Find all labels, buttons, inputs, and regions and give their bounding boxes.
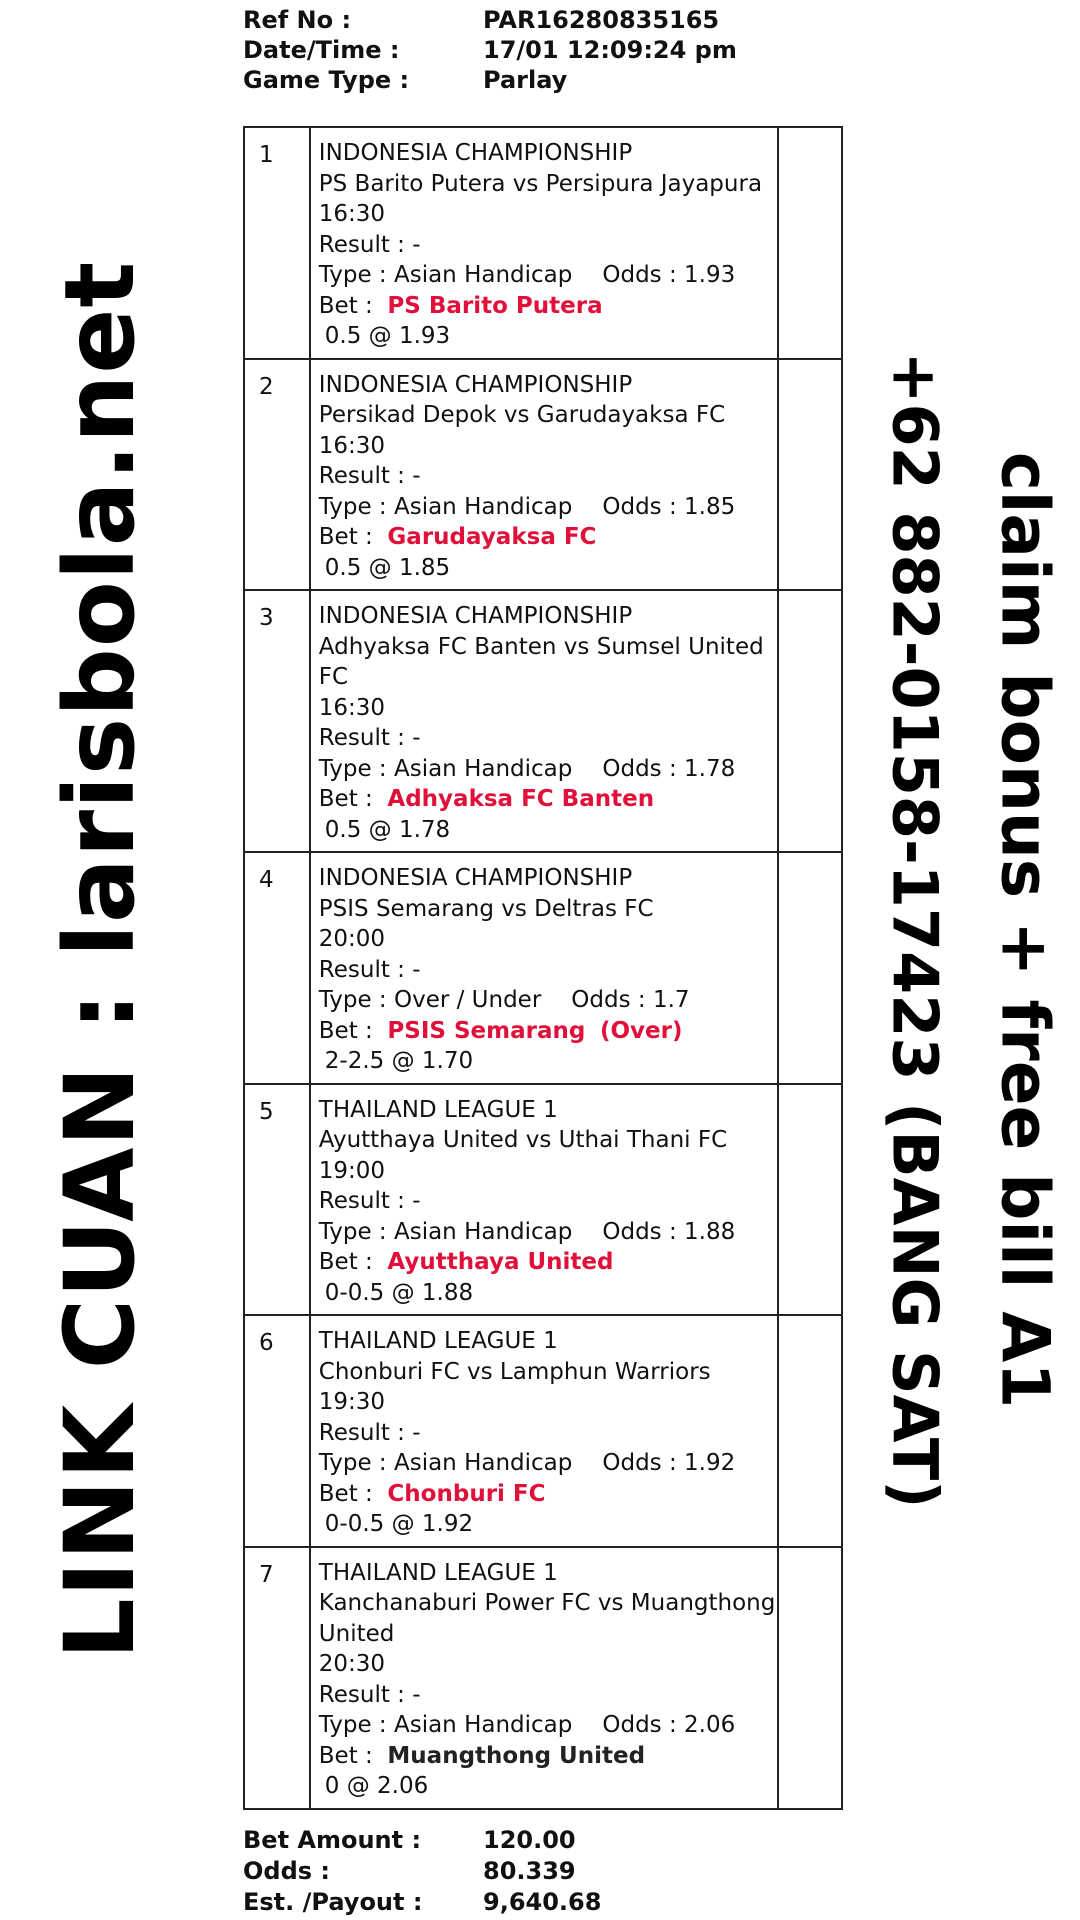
left-promo-text: LINK CUAN : larisbola.net — [44, 260, 156, 1660]
bet-result: Result : - — [318, 725, 421, 751]
bet-row — [244, 359, 842, 591]
bet-row — [244, 1315, 842, 1547]
bet-handicap: 2-2.5 @ 1.70 — [324, 1048, 474, 1074]
bet-pick: Chonburi FC — [387, 1480, 546, 1507]
bet-amount-row — [243, 1826, 843, 1857]
bet-match: Persikad Depok vs Garudayaksa FC — [318, 402, 726, 428]
bet-detail — [310, 1084, 779, 1316]
bet-receipt — [243, 0, 843, 1916]
bet-result: Result : - — [318, 1419, 421, 1446]
bet-label: Bet : — [318, 786, 373, 812]
bet-match: Kanchanaburi Power FC vs Muangthong United — [318, 1590, 776, 1647]
bet-pick-line — [319, 1479, 778, 1510]
bet-status-cell — [778, 852, 842, 1084]
bet-pick: Muangthong United — [387, 1742, 646, 1769]
bet-detail — [310, 590, 779, 852]
bet-pick-line — [319, 291, 778, 322]
bet-row — [244, 1084, 842, 1316]
bet-number: 6 — [244, 1315, 310, 1547]
bet-league: THAILAND LEAGUE 1 — [318, 1096, 558, 1123]
bet-time: 20:30 — [318, 1651, 386, 1677]
bet-type: Type : Asian Handicap — [318, 1218, 573, 1245]
bet-detail — [310, 127, 779, 359]
bets-table — [243, 126, 843, 1810]
bet-pick-line — [319, 784, 778, 815]
bet-type-line — [319, 1448, 778, 1479]
bet-handicap: 0.5 @ 1.78 — [324, 816, 451, 843]
datetime-row — [243, 36, 843, 66]
bet-type: Type : Asian Handicap — [318, 262, 573, 288]
total-odds-row — [243, 1857, 843, 1888]
ref-value: PAR16280835165 — [483, 6, 720, 34]
ref-label: Ref No : — [243, 6, 352, 34]
bet-handicap: 0.5 @ 1.93 — [324, 323, 451, 349]
bet-type: Type : Asian Handicap — [318, 493, 573, 520]
total-odds-value: 80.339 — [483, 1857, 576, 1885]
bet-time: 19:00 — [318, 1157, 386, 1184]
bet-pick: PSIS Semarang — [387, 1017, 586, 1044]
bet-row — [244, 590, 842, 852]
datetime-value: 17/01 12:09:24 pm — [483, 36, 737, 64]
payout-value: 9,640.68 — [483, 1888, 602, 1916]
bet-amount-label: Bet Amount : — [243, 1826, 422, 1854]
bet-match: PSIS Semarang vs Deltras FC — [318, 895, 654, 922]
bet-odds: Odds : 1.88 — [602, 1218, 736, 1245]
bet-time: 16:30 — [318, 432, 386, 459]
right-promo-banner — [860, 0, 1080, 1920]
bet-type-line — [319, 1217, 778, 1248]
bet-time: 19:30 — [318, 1389, 386, 1415]
bet-odds: Odds : 1.7 — [571, 987, 690, 1013]
bet-pick: Adhyaksa FC Banten — [387, 786, 655, 812]
bet-label: Bet : — [318, 1017, 373, 1044]
bet-odds: Odds : 1.85 — [602, 493, 736, 520]
bet-match: PS Barito Putera vs Persipura Jayapura — [318, 170, 763, 197]
bet-type-line — [319, 260, 778, 291]
bet-label: Bet : — [318, 1249, 373, 1275]
bet-label: Bet : — [318, 1480, 373, 1507]
bet-handicap: 0 @ 2.06 — [324, 1773, 429, 1799]
bet-match: Chonburi FC vs Lamphun Warriors — [318, 1358, 711, 1385]
bet-number: 4 — [244, 852, 310, 1084]
bet-league: INDONESIA CHAMPIONSHIP — [318, 865, 633, 891]
bet-row — [244, 852, 842, 1084]
bet-type: Type : Over / Under — [318, 987, 542, 1013]
bet-type: Type : Asian Handicap — [318, 1712, 573, 1738]
claim-bonus-text: claim bonus + free bill A1 — [986, 451, 1064, 1409]
bet-handicap: 0-0.5 @ 1.88 — [324, 1279, 474, 1306]
bet-label: Bet : — [318, 1742, 373, 1769]
left-promo-banner — [0, 0, 200, 1920]
bet-number: 7 — [244, 1547, 310, 1809]
contact-phone-text: +62 882-0158-17423 (BANG SAT) — [878, 351, 952, 1509]
bet-league: INDONESIA CHAMPIONSHIP — [318, 603, 633, 629]
bet-pick-line — [319, 522, 778, 553]
bet-pick: PS Barito Putera — [387, 292, 603, 319]
bet-pick-extra: (Over) — [599, 1017, 683, 1044]
gametype-value: Parlay — [483, 66, 568, 94]
bet-league: THAILAND LEAGUE 1 — [318, 1559, 558, 1586]
bet-number: 5 — [244, 1084, 310, 1316]
bet-label: Bet : — [318, 292, 373, 319]
bet-type-line — [319, 985, 778, 1016]
payout-label: Est. /Payout : — [243, 1888, 423, 1916]
bet-detail — [310, 852, 779, 1084]
bet-status-cell — [778, 1315, 842, 1547]
bet-status-cell — [778, 1084, 842, 1316]
bet-detail — [310, 359, 779, 591]
ref-row — [243, 6, 843, 36]
bet-type: Type : Asian Handicap — [318, 1450, 573, 1476]
bet-detail — [310, 1315, 779, 1547]
payout-row — [243, 1888, 843, 1919]
bet-result: Result : - — [318, 1681, 421, 1708]
bet-result: Result : - — [318, 1188, 421, 1214]
datetime-label: Date/Time : — [243, 36, 400, 64]
bet-pick-line — [319, 1247, 778, 1278]
bet-result: Result : - — [318, 463, 421, 489]
bet-number: 1 — [244, 127, 310, 359]
bet-odds: Odds : 2.06 — [602, 1712, 736, 1738]
gametype-row — [243, 66, 843, 96]
bet-type-line — [319, 754, 778, 785]
bet-result: Result : - — [318, 956, 421, 983]
bet-status-cell — [778, 359, 842, 591]
bet-league: THAILAND LEAGUE 1 — [318, 1328, 558, 1354]
total-odds-label: Odds : — [243, 1857, 330, 1885]
bet-time: 16:30 — [318, 694, 386, 721]
bet-pick: Ayutthaya United — [387, 1249, 614, 1275]
bet-status-cell — [778, 590, 842, 852]
bet-handicap: 0-0.5 @ 1.92 — [324, 1511, 474, 1537]
bet-odds: Odds : 1.78 — [602, 755, 736, 782]
bet-number: 3 — [244, 590, 310, 852]
bet-label: Bet : — [318, 524, 373, 550]
bet-match: Ayutthaya United vs Uthai Thani FC — [318, 1127, 728, 1153]
bet-odds: Odds : 1.92 — [602, 1450, 736, 1476]
bet-amount-value: 120.00 — [483, 1826, 576, 1854]
bet-status-cell — [778, 1547, 842, 1809]
bet-row — [244, 1547, 842, 1809]
bet-row — [244, 127, 842, 359]
bet-pick-line — [319, 1741, 778, 1772]
bet-odds: Odds : 1.93 — [602, 262, 736, 288]
bet-number: 2 — [244, 359, 310, 591]
bet-handicap: 0.5 @ 1.85 — [324, 554, 451, 581]
bet-type: Type : Asian Handicap — [318, 755, 573, 782]
receipt-header — [243, 0, 843, 110]
bet-result: Result : - — [318, 231, 421, 258]
bet-type-line — [319, 492, 778, 523]
bet-time: 16:30 — [318, 201, 386, 227]
bet-league: INDONESIA CHAMPIONSHIP — [318, 140, 633, 166]
bet-match: Adhyaksa FC Banten vs Sumsel United FC — [318, 633, 764, 690]
bet-pick: Garudayaksa FC — [387, 524, 597, 550]
bet-type-line — [319, 1710, 778, 1741]
bet-detail — [310, 1547, 779, 1809]
bet-league: INDONESIA CHAMPIONSHIP — [318, 371, 633, 398]
bet-time: 20:00 — [318, 926, 386, 952]
bet-pick-line — [319, 1016, 778, 1047]
gametype-label: Game Type : — [243, 66, 410, 94]
bet-status-cell — [778, 127, 842, 359]
